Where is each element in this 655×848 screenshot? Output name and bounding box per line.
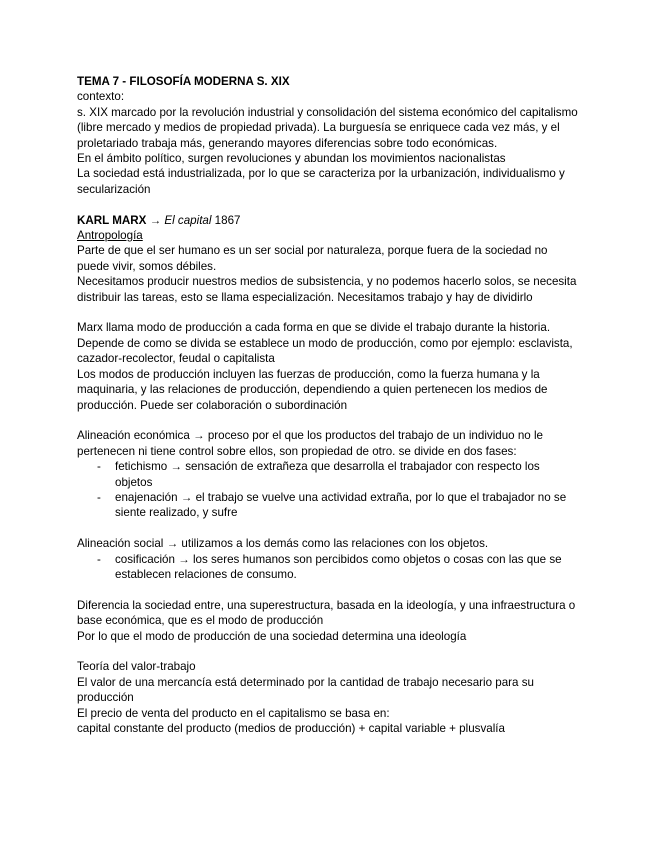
paragraph: El valor de una mercancía está determinado por la cantidad de trabajo necesario para su producción bbox=[77, 675, 534, 705]
paragraph: Marx llama modo de producción a cada forma en que se divide el trabajo durante la historia. bbox=[77, 321, 551, 335]
paragraph: Depende de como se divida se establece un modo de producción, como por ejemplo: esclavista, cazador-recolector, feudal o capitalista bbox=[77, 336, 573, 366]
paragraph: Necesitamos producir nuestros medios de subsistencia, y no podemos hacerlo solos, se necesita distribuir las tareas, esto se llama especialización. Necesitamos trabajo y hay de dividirlo bbox=[77, 275, 577, 304]
list-item: - fetichismo → sensación de extrañeza que desarrolla el trabajador con respecto los objetos bbox=[77, 459, 579, 490]
paragraph: Teoría del valor-trabajo bbox=[77, 660, 196, 674]
paragraph: Parte de que el ser humano es un ser social por naturaleza, porque fuera de la sociedad no puede vivir, somos débiles. bbox=[77, 244, 548, 273]
spacer bbox=[77, 197, 579, 212]
arrow-glyph: → bbox=[146, 213, 165, 227]
author-name: KARL MARX bbox=[77, 213, 147, 227]
paragraph: El precio de venta del producto en el capitalismo se basa en: bbox=[77, 706, 390, 720]
dash-list bbox=[77, 552, 579, 583]
author-heading bbox=[77, 213, 579, 228]
paragraph: s. XIX marcado por la revolución industrial y consolidación del sistema económico del capitalismo (libre mercado y medios de propiedad privada). La burguesía se enriquece cada vez más, y el proletariado trabaja más, generando mayores diferencias sobre todo económicas. bbox=[77, 105, 578, 150]
work-title: El capital bbox=[164, 213, 212, 227]
paragraph: Alineación social → utilizamos a los demás como las relaciones con los objetos. bbox=[77, 537, 489, 551]
paragraph: En el ámbito político, surgen revoluciones y abundan los movimientos nacionalistas bbox=[77, 152, 506, 166]
dash-list bbox=[77, 459, 579, 521]
page-title: TEMA 7 - FILOSOFÍA MODERNA S. XIX bbox=[77, 75, 290, 88]
list-item: - cosificación → los seres humanos son percibidos como objetos o cosas con las que se establecen relaciones de consumo. bbox=[77, 552, 579, 583]
list-item: - enajenación → el trabajo se vuelve una actividad extraña, por lo que el trabajador no se siente realizado, y sufre bbox=[77, 490, 579, 521]
paragraph: Por lo que el modo de producción de una sociedad determina una ideología bbox=[77, 629, 467, 643]
spacer bbox=[77, 305, 579, 320]
paragraph: Alineación económica → proceso por el que los productos del trabajo de un individuo no le pertenecen ni tiene control sobre ellos, son propiedad de otro. se divide en dos fases: bbox=[77, 429, 543, 458]
document-body bbox=[77, 74, 579, 736]
section-subheading: Antropología bbox=[77, 229, 143, 243]
work-year: 1867 bbox=[211, 213, 241, 227]
spacer bbox=[77, 644, 579, 659]
paragraph: La sociedad está industrializada, por lo que se caracteriza por la urbanización, individualismo y secularización bbox=[77, 167, 565, 196]
spacer bbox=[77, 413, 579, 428]
spacer bbox=[77, 521, 579, 536]
context-label: contexto: bbox=[77, 90, 125, 104]
paragraph: Los modos de producción incluyen las fuerzas de producción, como la fuerza humana y la maquinaria, y las relaciones de producción, dependiendo a quien pertenecen los medios de producción. Puede ser colaboración o subordinación bbox=[77, 367, 548, 412]
paragraph: Diferencia la sociedad entre, una superestructura, basada en la ideología, y una infraestructura o base económica, que es el modo de producción bbox=[77, 598, 576, 628]
spacer bbox=[77, 582, 579, 597]
paragraph: capital constante del producto (medios de producción) + capital variable + plusvalía bbox=[77, 721, 505, 735]
